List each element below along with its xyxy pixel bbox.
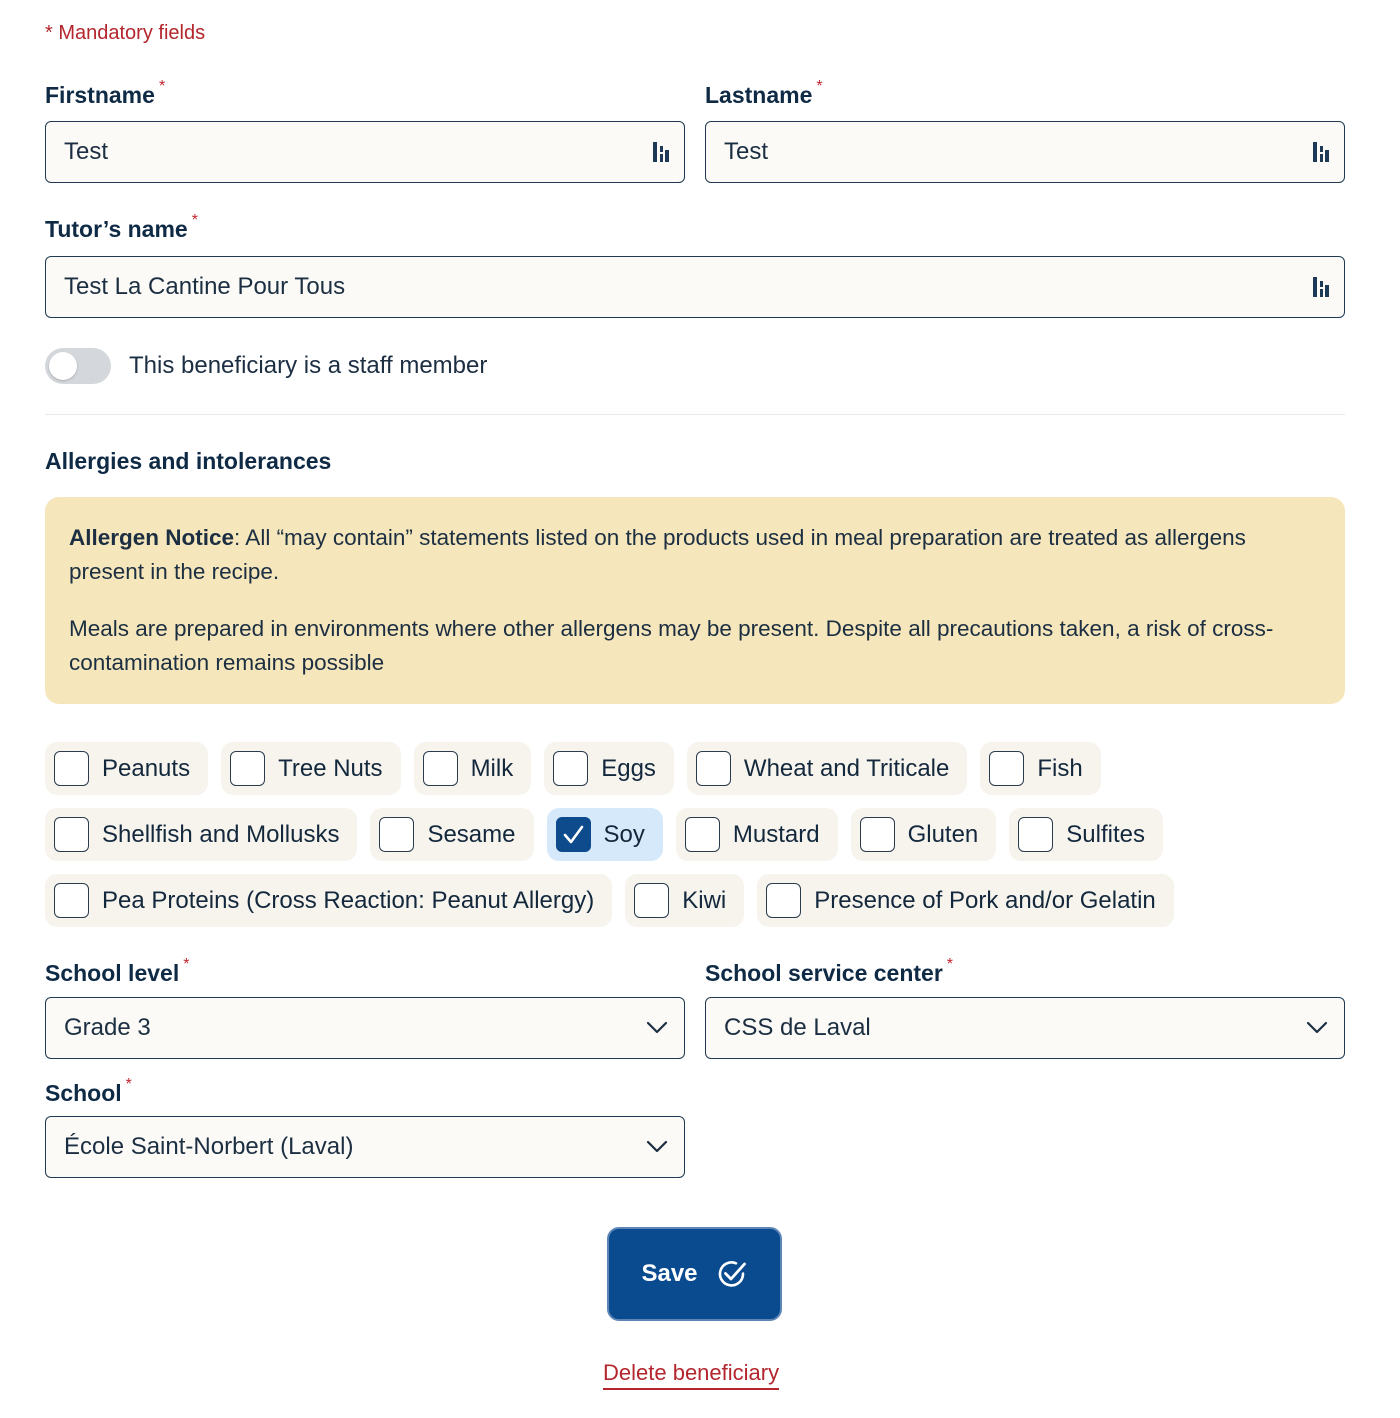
required-marker: * [125,1076,132,1093]
school-level-label [45,956,190,987]
checkbox[interactable] [230,751,265,786]
allergy-label[interactable]: Tree Nuts [278,754,383,782]
tutor-label [45,212,198,243]
service-center-label [705,956,954,987]
allergy-chip-sesame[interactable] [370,808,533,861]
allergen-notice-paragraph-1 [69,521,1321,589]
lastname-value[interactable]: Test [724,138,769,165]
allergy-label[interactable]: Milk [470,754,514,782]
tutor-name-value[interactable]: Test La Cantine Pour Tous [64,273,346,300]
checkbox[interactable] [423,751,458,786]
password-manager-icon[interactable] [1312,141,1330,163]
save-button-label[interactable]: Save [641,1260,698,1287]
allergy-chip-wheat[interactable] [687,742,967,795]
allergy-label[interactable]: Kiwi [682,886,727,914]
service-center-select[interactable] [705,997,1345,1059]
allergy-chip-gluten[interactable] [851,808,997,861]
school-label-text: School [45,1080,122,1106]
allergy-label[interactable]: Eggs [601,754,656,782]
allergy-label[interactable]: Sulfites [1066,820,1145,848]
allergy-chip-sulfites[interactable] [1009,808,1163,861]
checkbox[interactable] [54,751,89,786]
staff-member-toggle-label[interactable]: This beneficiary is a staff member [129,352,488,379]
checkbox[interactable] [553,751,588,786]
firstname-label [45,78,166,109]
allergy-chip-kiwi[interactable] [625,874,744,927]
allergen-notice-text-1: : All “may contain” statements listed on the products used in meal preparation are treated as allergens present in the recipe. [69,525,1246,584]
mandatory-fields-note: * Mandatory fields [45,22,206,44]
chevron-down-icon[interactable] [646,1140,668,1154]
required-marker: * [816,78,823,95]
allergy-chip-eggs[interactable] [544,742,674,795]
school-value[interactable]: École Saint-Norbert (Laval) [64,1133,354,1160]
allergy-checkbox-group [45,742,1365,940]
tutor-name-input[interactable] [45,256,1345,318]
allergy-label[interactable]: Presence of Pork and/or Gelatin [814,886,1156,914]
allergy-chip-shellfish[interactable] [45,808,357,861]
lastname-label [705,78,823,109]
checkbox[interactable] [766,883,801,918]
checkmark-icon [562,824,584,846]
staff-member-toggle[interactable] [45,348,111,384]
save-button[interactable] [607,1227,782,1321]
service-center-label-text: School service center [705,960,943,986]
allergies-section-title: Allergies and intolerances [45,448,332,474]
chevron-down-icon[interactable] [1306,1021,1328,1035]
allergy-label[interactable]: Gluten [907,820,979,848]
required-marker: * [183,956,190,973]
password-manager-icon[interactable] [652,141,670,163]
allergy-chip-peanuts[interactable] [45,742,208,795]
allergy-label[interactable]: Shellfish and Mollusks [102,820,340,848]
allergy-chip-soy[interactable] [547,808,663,861]
firstname-value[interactable]: Test [64,138,109,165]
allergy-label[interactable]: Mustard [732,820,820,848]
allergen-notice [45,497,1345,704]
tutor-label-text: Tutor’s name [45,216,188,242]
checkbox[interactable] [685,817,720,852]
checkbox[interactable] [1018,817,1053,852]
delete-beneficiary-link[interactable]: Delete beneficiary [603,1360,779,1390]
allergy-chip-pea-proteins[interactable] [45,874,612,927]
password-manager-icon[interactable] [1312,276,1330,298]
required-marker: * [191,212,198,229]
school-select[interactable] [45,1116,685,1178]
allergy-label[interactable]: Pea Proteins (Cross Reaction: Peanut Allergy) [102,886,595,914]
checkbox[interactable] [696,751,731,786]
checkbox[interactable] [54,817,89,852]
allergy-label[interactable]: Fish [1037,754,1083,782]
section-divider [45,414,1345,415]
required-marker: * [946,956,954,973]
checkbox-checked[interactable] [556,817,591,852]
allergy-label[interactable]: Peanuts [102,754,191,782]
checkbox[interactable] [634,883,669,918]
checkbox[interactable] [379,817,414,852]
checkbox[interactable] [54,883,89,918]
required-marker: * [158,78,166,95]
allergy-label[interactable]: Sesame [427,820,516,848]
allergy-chip-pork-gelatin[interactable] [757,874,1174,927]
chevron-down-icon[interactable] [646,1021,668,1035]
checkbox[interactable] [989,751,1024,786]
firstname-input[interactable] [45,121,685,183]
allergy-row [45,742,1365,795]
allergy-row [45,874,1365,927]
firstname-label-text: Firstname [45,82,155,108]
check-circle-icon [716,1258,748,1290]
lastname-label-text: Lastname [705,82,813,108]
allergy-chip-mustard[interactable] [676,808,838,861]
toggle-knob [49,352,77,380]
checkbox[interactable] [860,817,895,852]
allergen-notice-paragraph-2: Meals are prepared in environments where other allergens may be present. Despite all precautions taken, a risk of cross-contamination remains possible [69,616,1274,675]
lastname-input[interactable] [705,121,1345,183]
allergy-chip-milk[interactable] [414,742,532,795]
school-level-label-text: School level [45,960,180,986]
allergy-label[interactable]: Soy [603,820,645,848]
allergy-row [45,808,1365,861]
school-level-select[interactable] [45,997,685,1059]
service-center-value[interactable]: CSS de Laval [724,1014,871,1041]
allergy-chip-tree-nuts[interactable] [221,742,400,795]
allergy-label[interactable]: Wheat and Triticale [743,754,950,782]
school-level-value[interactable]: Grade 3 [64,1014,151,1041]
allergy-chip-fish[interactable] [980,742,1100,795]
allergen-notice-heading: Allergen Notice [69,525,235,550]
school-label [45,1076,132,1107]
